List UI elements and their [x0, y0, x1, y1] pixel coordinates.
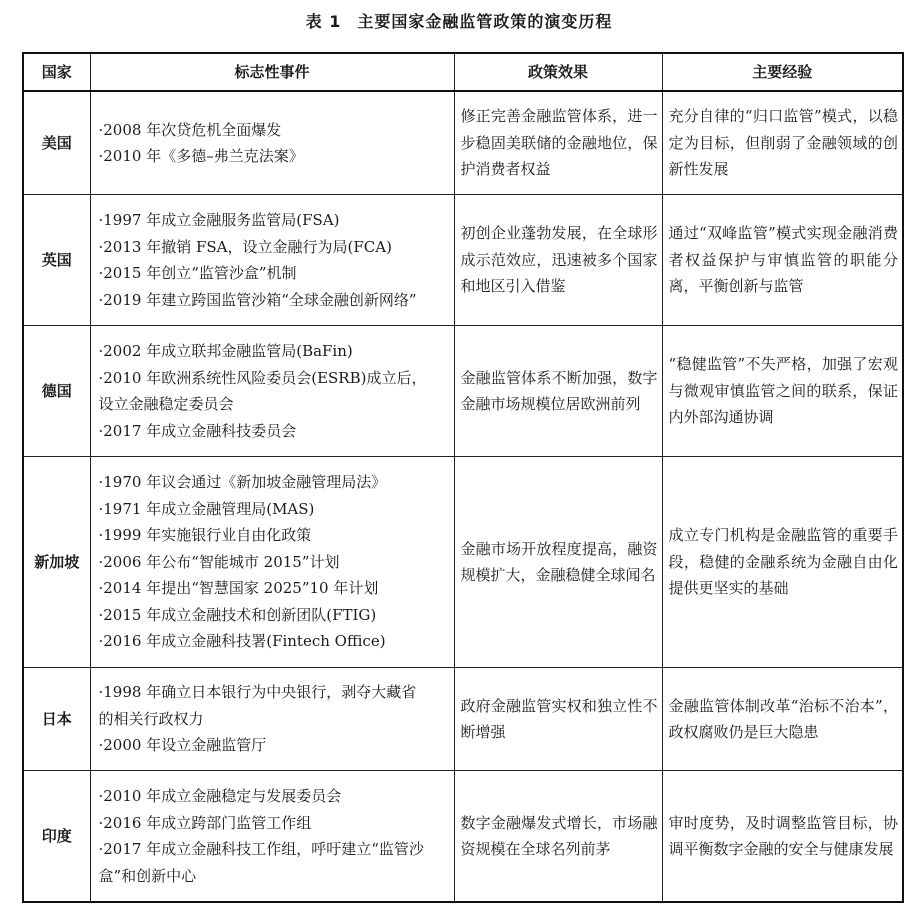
country-cell: 日本	[23, 668, 90, 771]
event-item: ·2019 年建立跨国监管沙箱“全球金融创新网络”	[98, 290, 417, 309]
policy-table	[22, 52, 904, 903]
event-item: 设立金融稳定委员会	[98, 395, 234, 413]
header-country: 国家	[23, 53, 90, 91]
lesson-cell: 通过“双峰监管”模式实现金融消费者权益保护与审慎监管的职能分离，平衡创新与监管	[662, 195, 903, 326]
event-item: ·2017 年成立金融科技工作组，呼吁建立“监管沙	[98, 840, 424, 858]
table-row	[23, 771, 903, 903]
events-cell	[90, 91, 454, 195]
effect-cell: 金融市场开放程度提高，融资规模扩大，金融稳健全球闻名	[454, 457, 662, 668]
lesson-cell: “稳健监管”不失严格，加强了宏观与微观审慎监管之间的联系，保证内外部沟通协调	[662, 326, 903, 457]
country-cell: 英国	[23, 195, 90, 326]
lesson-cell: 成立专门机构是金融监管的重要手段，稳健的金融系统为金融自由化提供更坚实的基础	[662, 457, 903, 668]
event-item: ·2016 年成立跨部门监管工作组	[98, 813, 312, 832]
event-item: ·1970 年议会通过《新加坡金融管理局法》	[98, 473, 387, 492]
event-item: ·1999 年实施银行业自由化政策	[98, 526, 312, 545]
event-item: ·2006 年公布“智能城市 2015”计划	[98, 552, 340, 571]
event-item: ·2017 年成立金融科技委员会	[98, 421, 297, 440]
effect-cell: 金融监管体系不断加强，数字金融市场规模位居欧洲前列	[454, 326, 662, 457]
events-cell	[90, 668, 454, 771]
lesson-cell: 金融监管体制改革“治标不治本”，政权腐败仍是巨大隐患	[662, 668, 903, 771]
table-row	[23, 668, 903, 771]
event-item: ·2008 年次贷危机全面爆发	[98, 120, 282, 139]
country-cell: 印度	[23, 771, 90, 903]
event-item: ·2002 年成立联邦金融监管局(BaFin)	[98, 342, 353, 360]
table-title: 主要国家金融监管政策的演变历程	[357, 12, 613, 31]
table-caption	[0, 6, 918, 38]
table-row	[23, 195, 903, 326]
effect-cell: 政府金融监管实权和独立性不断增强	[454, 668, 662, 771]
table-row	[23, 91, 903, 195]
event-item: ·2010 年欧洲系统性风险委员会(ESRB)成立后，	[98, 368, 427, 387]
event-item: 盒”和创新中心	[98, 866, 197, 885]
event-item: ·2014 年提出“智慧国家 2025”10 年计划	[98, 579, 379, 598]
events-cell	[90, 195, 454, 326]
effect-cell: 数字金融爆发式增长，市场融资规模在全球名列前茅	[454, 771, 662, 903]
event-item: ·2010 年成立金融稳定与发展委员会	[98, 787, 342, 805]
effect-cell: 初创企业蓬勃发展，在全球形成示范效应，迅速被多个国家和地区引入借鉴	[454, 195, 662, 326]
event-item: ·2015 年成立金融技术和创新团队(FTIG)	[98, 605, 377, 624]
country-cell: 新加坡	[23, 457, 90, 668]
header-effect: 政策效果	[454, 53, 662, 91]
lesson-cell: 充分自律的“归口监管”模式，以稳定为目标，但削弱了金融领域的创新性发展	[662, 91, 903, 195]
header-events: 标志性事件	[90, 53, 454, 91]
event-item: ·2013 年撤销 FSA，设立金融行为局(FCA)	[98, 237, 392, 256]
events-cell	[90, 326, 454, 457]
header-lesson: 主要经验	[662, 53, 903, 91]
event-item: ·1997 年成立金融服务监管局(FSA)	[98, 211, 340, 229]
event-item: ·1971 年成立金融管理局(MAS)	[98, 499, 315, 518]
table-row	[23, 326, 903, 457]
events-cell	[90, 457, 454, 668]
event-item: ·2015 年创立“监管沙盒”机制	[98, 264, 297, 282]
events-cell	[90, 771, 454, 903]
event-item: ·2016 年成立金融科技署(Fintech Office)	[98, 632, 386, 651]
event-item: ·2000 年设立金融监管厅	[98, 736, 267, 755]
event-item: ·2010 年《多德–弗兰克法案》	[98, 147, 304, 165]
country-cell: 德国	[23, 326, 90, 457]
country-cell: 美国	[23, 91, 90, 195]
table-number: 表 1	[305, 12, 342, 31]
lesson-cell: 审时度势，及时调整监管目标，协调平衡数字金融的安全与健康发展	[662, 771, 903, 903]
effect-cell: 修正完善金融监管体系，进一步稳固美联储的金融地位，保护消费者权益	[454, 91, 662, 195]
event-item: 的相关行政权力	[98, 709, 204, 728]
table-row	[23, 457, 903, 668]
header-row	[23, 53, 903, 91]
event-item: ·1998 年确立日本银行为中央银行，剥夺大藏省	[98, 683, 417, 702]
